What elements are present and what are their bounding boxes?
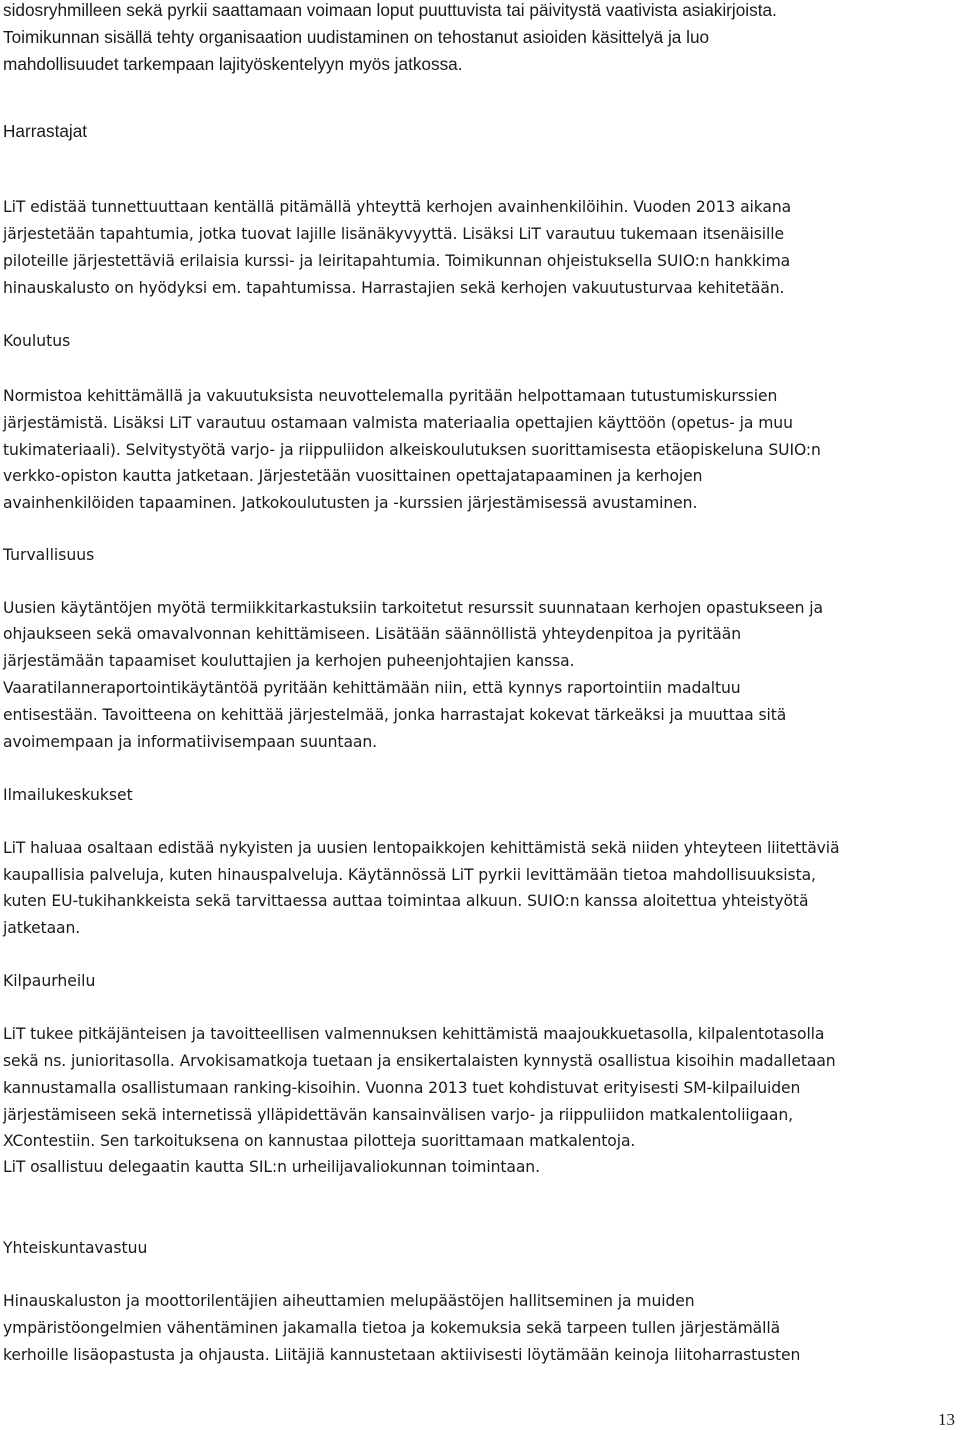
paragraph-line: hinauskalusto on hyödyksi em. tapahtumissa. Harrastajien sekä kerhojen vakuutusturvaa kehitetään.	[3, 279, 785, 297]
section-heading-kilpaurheilu: Kilpaurheilu	[3, 972, 96, 990]
paragraph-line: LiT haluaa osaltaan edistää nykyisten ja uusien lentopaikkojen kehittämistä sekä niiden yhteyteen liitettäviä	[3, 839, 840, 857]
page-number: 13	[938, 1410, 955, 1429]
paragraph-line: LiT tukee pitkäjänteisen ja tavoitteellisen valmennuksen kehittämistä maajoukkuetasolla, kilpalentotasolla	[3, 1025, 825, 1043]
paragraph-line: kerhoille lisäopastusta ja ohjausta. Liitäjiä kannustetaan aktiivisesti löytämään keinoja liitoharrastusten	[3, 1346, 801, 1364]
paragraph-line: Normistoa kehittämällä ja vakuutuksista neuvottelemalla pyritään helpottamaan tutustumiskurssien	[3, 387, 778, 405]
intro-line: Toimikunnan sisällä tehty organisaation uudistaminen on tehostanut asioiden käsittelyä ja luo	[3, 27, 710, 47]
paragraph-line: piloteille järjestettäviä erilaisia kurssi- ja leiritapahtumia. Toimikunnan ohjeistuksella SUIO:n hankkima	[3, 252, 791, 270]
paragraph-line: sekä ns. junioritasolla. Arvokisamatkoja tuetaan ja ensikertalaisten kynnystä osallistua kisoihin madalletaan	[3, 1052, 836, 1070]
intro-line: sidosryhmilleen sekä pyrkii saattamaan voimaan loput puuttuvista tai päivitystä vaativista asiakirjoista.	[3, 0, 777, 20]
intro-line: mahdollisuudet tarkempaan lajityöskentelyyn myös jatkossa.	[3, 54, 463, 74]
paragraph-line: XContestiin. Sen tarkoituksena on kannustaa pilotteja suorittamaan matkalentoja.	[3, 1132, 636, 1150]
paragraph-line: kuten EU-tukihankkeista sekä tarvittaessa auttaa toimintaa alkuun. SUIO:n kanssa aloitettua yhteistyötä	[3, 892, 809, 910]
paragraph-line: LiT edistää tunnettuuttaan kentällä pitämällä yhteyttä kerhojen avainhenkilöihin. Vuoden 2013 aikana	[3, 198, 792, 216]
paragraph-line: ympäristöongelmien vähentäminen jakamalla tietoa ja kokemuksia sekä tarpeen tullen järjestämällä	[3, 1319, 781, 1337]
paragraph-line: järjestämään tapaamiset kouluttajien ja kerhojen puheenjohtajien kanssa.	[3, 652, 575, 670]
paragraph-line: Hinauskaluston ja moottorilentäjien aiheuttamien melupäästöjen hallitseminen ja muiden	[3, 1292, 695, 1310]
paragraph-line: kannustamalla osallistumaan ranking-kisoihin. Vuonna 2013 tuet kohdistuvat erityisesti SM-kilpailuiden	[3, 1079, 801, 1097]
paragraph-line: ohjaukseen sekä omavalvonnan kehittämiseen. Lisätään säännöllistä yhteydenpitoa ja pyritään	[3, 625, 741, 643]
section-heading-yhteiskuntavastuu: Yhteiskuntavastuu	[3, 1239, 148, 1257]
paragraph-line: järjestämiseen sekä internetissä ylläpidettävän kansainvälisen varjo- ja riippuliidon matkalentoliigaan,	[3, 1106, 794, 1124]
paragraph-line: avoimempaan ja informatiivisempaan suuntaan.	[3, 733, 377, 751]
section-heading-turvallisuus: Turvallisuus	[3, 546, 95, 564]
paragraph-line: LiT osallistuu delegaatin kautta SIL:n urheilijavaliokunnan toimintaan.	[3, 1158, 540, 1176]
paragraph-line: kaupallisia palveluja, kuten hinauspalveluja. Käytännössä LiT pyrkii levittämään tietoa mahdollisuuksista,	[3, 866, 816, 884]
paragraph-line: jatketaan.	[3, 919, 81, 937]
section-heading-harrastajat: Harrastajat	[3, 121, 88, 141]
paragraph-line: verkko-opiston kautta jatketaan. Järjestetään vuosittainen opettajatapaaminen ja kerhojen	[3, 467, 703, 485]
paragraph-line: Vaaratilanneraportointikäytäntöä pyritään kehittämään niin, että kynnys raportointiin madaltuu	[3, 679, 741, 697]
section-heading-koulutus: Koulutus	[3, 332, 71, 350]
paragraph-line: järjestetään tapahtumia, jotka tuovat lajille lisänäkyvyyttä. Lisäksi LiT varautuu tukemaan itsenäisille	[3, 225, 784, 243]
paragraph-line: tukimateriaali). Selvitystyötä varjo- ja riippuliidon alkeiskoulutuksen suorittamisesta etäopiskeluna SUIO:n	[3, 441, 821, 459]
paragraph-line: järjestämistä. Lisäksi LiT varautuu ostamaan valmista materiaalia opettajien käyttöön (opetus- ja muu	[3, 414, 793, 432]
section-heading-ilmailukeskukset: Ilmailukeskukset	[3, 786, 133, 804]
paragraph-line: entisestään. Tavoitteena on kehittää järjestelmää, jonka harrastajat kokevat tärkeäksi ja muuttaa sitä	[3, 706, 787, 724]
paragraph-line: avainhenkilöiden tapaaminen. Jatkokoulutusten ja -kurssien järjestämisessä avustaminen.	[3, 494, 698, 512]
paragraph-line: Uusien käytäntöjen myötä termiikkitarkastuksiin tarkoitetut resurssit suunnataan kerhojen opastukseen ja	[3, 599, 823, 617]
